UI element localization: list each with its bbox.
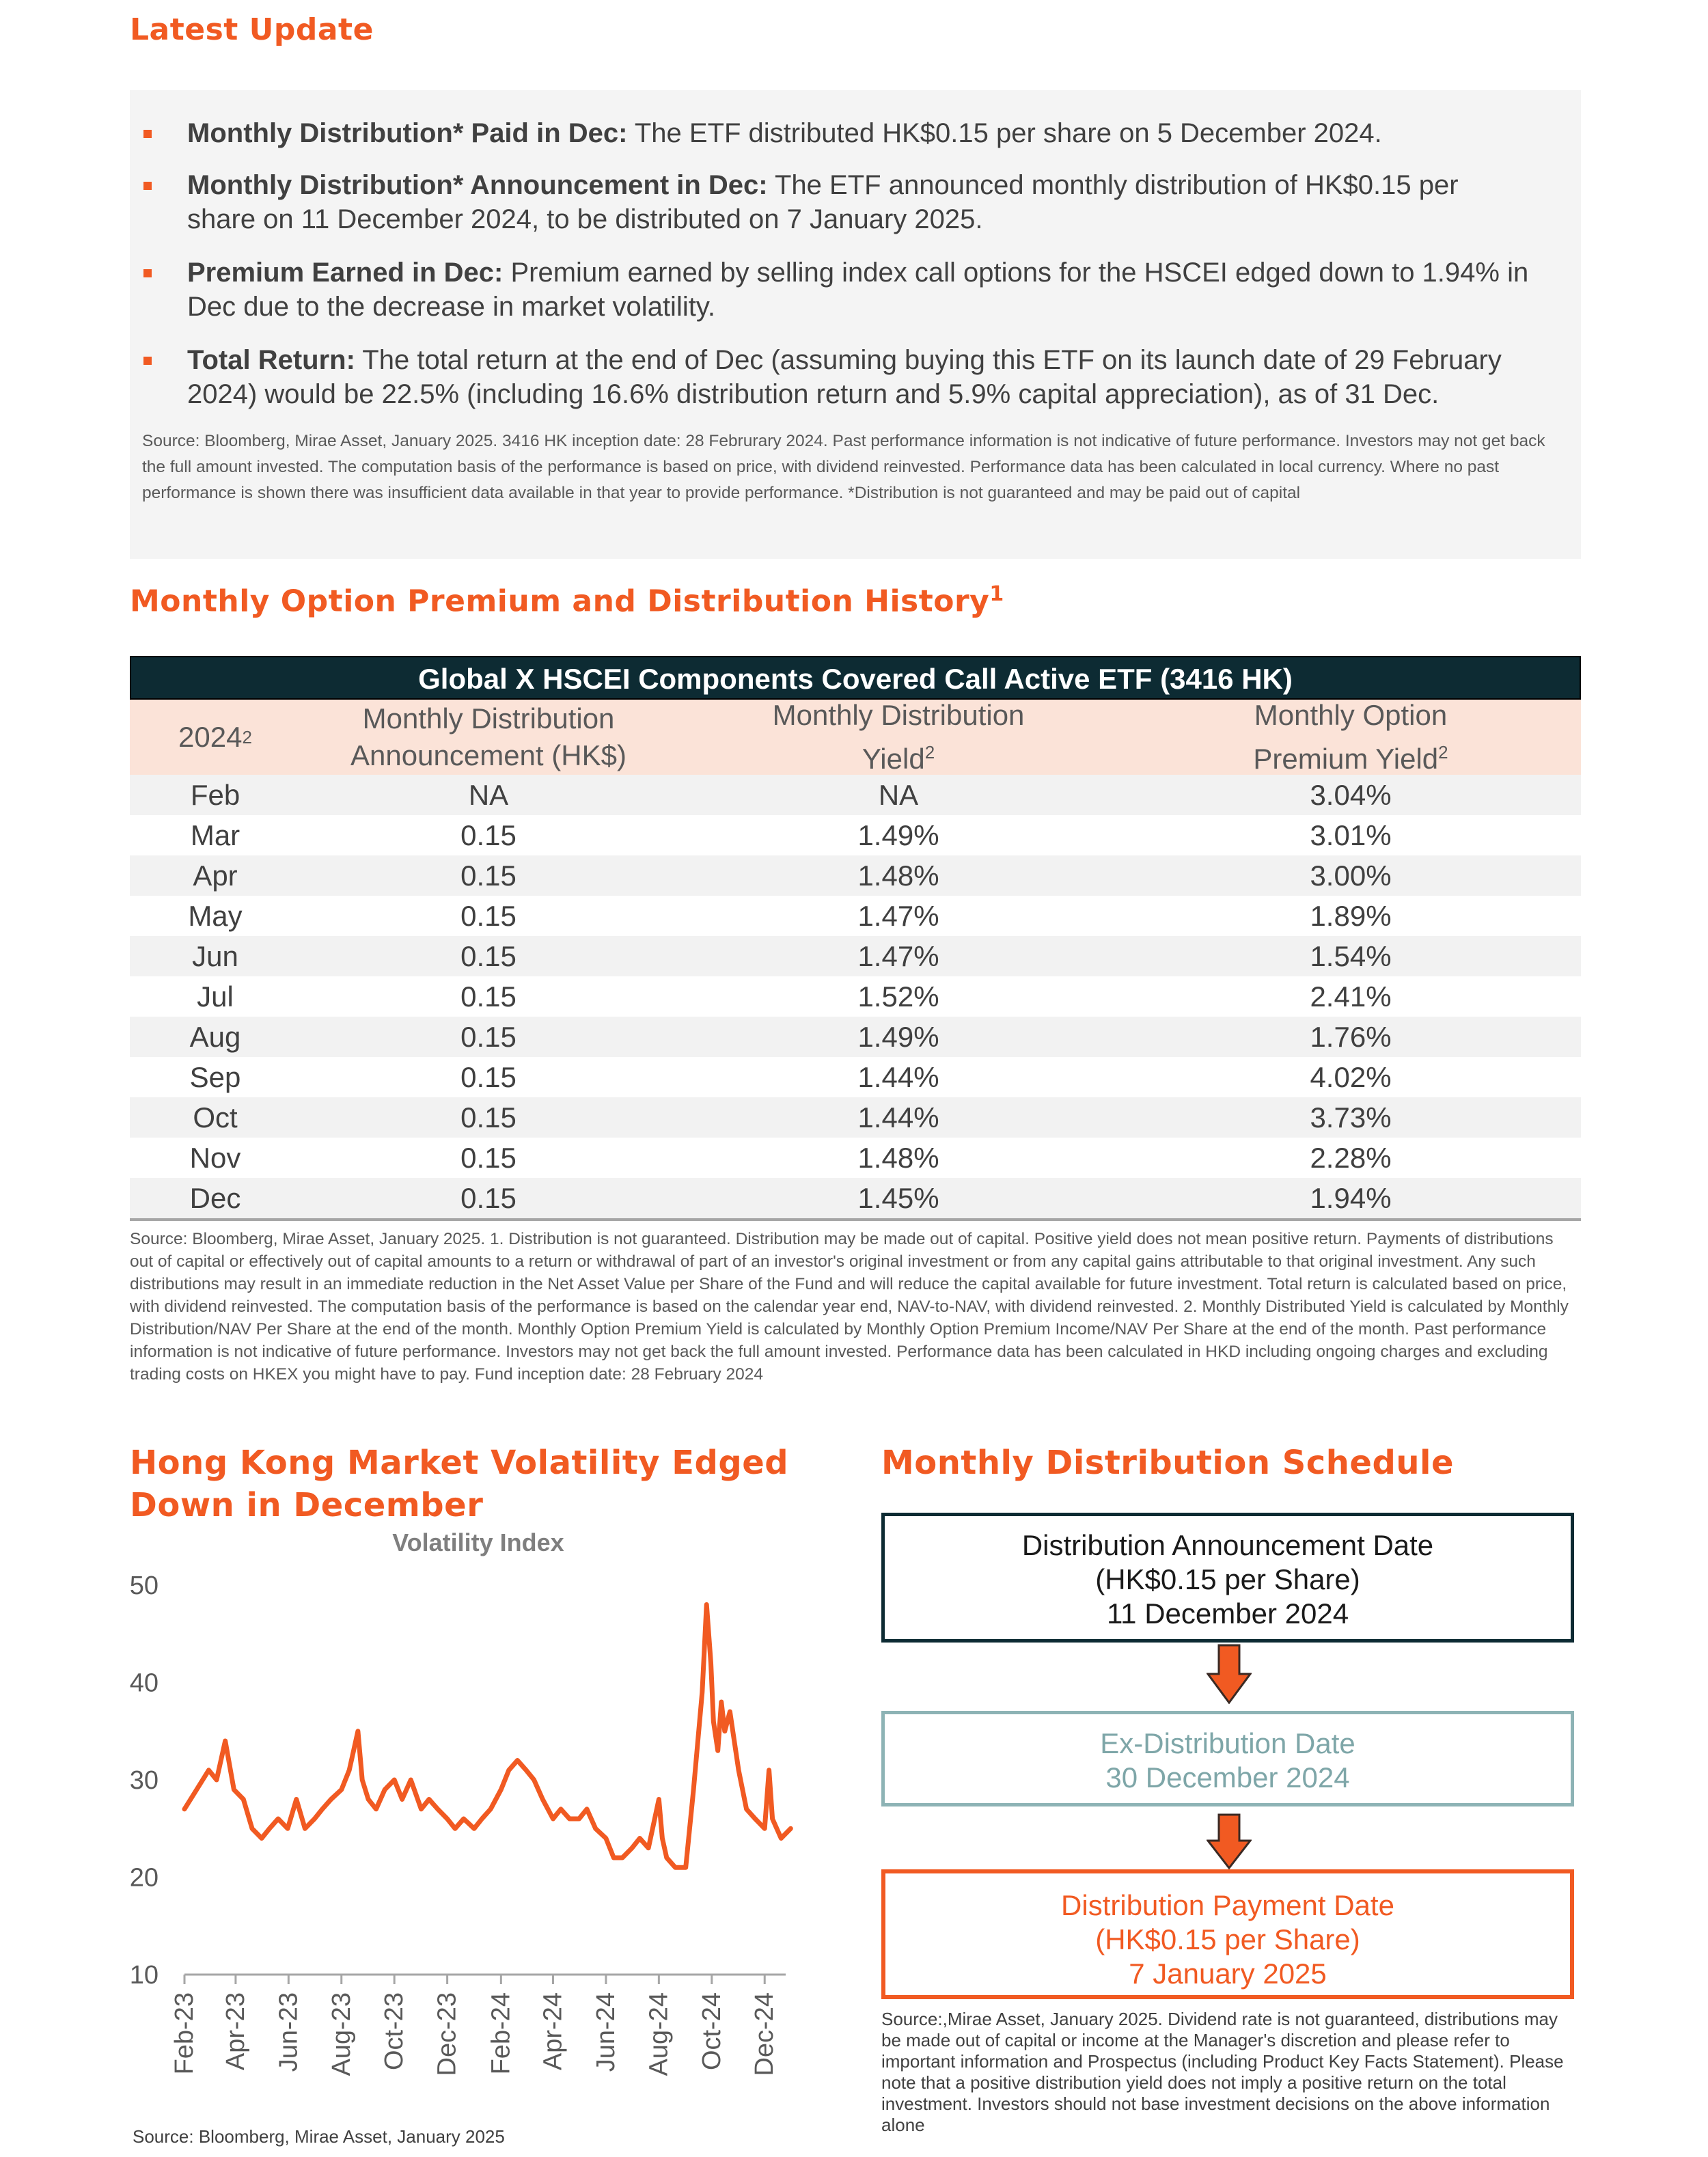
header-option-premium-yield: Monthly Option Premium Yield$^2$ (1253, 699, 1448, 775)
x-tick-label: Oct-24 (697, 1992, 726, 2071)
x-tick-label: Feb-24 (486, 1992, 516, 2075)
chart-title: Volatility Index (392, 1530, 564, 1556)
pay-line-3: 7 January 2025 (1129, 1957, 1327, 1990)
latest-update-title: Latest Update (130, 12, 374, 47)
down-arrow-icon (1207, 1644, 1252, 1704)
table-cell: 4.02% (1310, 1061, 1392, 1093)
table-title: Global X HSCEI Components Covered Call Active ETF (3416 HK) (130, 656, 1581, 700)
header-distribution-announcement: Monthly Distribution Announcement (HK$) (350, 702, 626, 771)
ex-distribution-date-box (881, 1711, 1574, 1806)
table-cell: 0.15 (460, 1182, 516, 1214)
bullet-total-return (143, 343, 1558, 411)
volatility-series-line (184, 1605, 790, 1868)
bullet-text: Premium earned by selling index call options for the HSCEI edged down to 1.94% in Dec due to the decrease in market volatility. (187, 258, 1529, 322)
table-cell: 3.73% (1310, 1101, 1392, 1134)
table-cell: 1.44% (857, 1101, 939, 1134)
y-tick-label: 40 (129, 1668, 159, 1698)
bullet-lead: Premium Earned in Dec: (187, 258, 504, 288)
x-tick-label: Dec-23 (432, 1992, 462, 2076)
table-cell: Sep (189, 1061, 241, 1093)
table-cell: May (188, 900, 243, 932)
pay-line-1: Distribution Payment Date (1061, 1889, 1394, 1921)
x-tick-label: Apr-23 (221, 1992, 250, 2071)
table-cell: 0.15 (460, 819, 516, 851)
bullet-lead: Monthly Distribution* Paid in Dec: (187, 118, 628, 148)
y-tick-label: 50 (129, 1571, 159, 1600)
table-cell: NA (878, 779, 919, 811)
table-cell: 1.48% (857, 1142, 939, 1174)
table-cell: 0.15 (460, 1021, 516, 1053)
schedule-source-note: Source:,Mirae Asset, January 2025. Dividend rate is not guaranteed, distributions may be made out of capital or income at the Manager's discretion and please refer to important information and Prospectus (including Product Key Facts Statement). Please note that a positive distribution yield does not imply a positive return on the total investment. Investors should not base investment decisions on the above information alone (881, 2009, 1564, 2135)
y-tick-label: 30 (129, 1766, 159, 1795)
table-cell: 1.45% (857, 1182, 939, 1214)
y-tick-label: 10 (129, 1961, 159, 1990)
table-cell: 1.89% (1310, 900, 1392, 932)
announce-line-3: 11 December 2024 (1106, 1597, 1349, 1630)
table-cell: Dec (189, 1182, 241, 1214)
table-cell: 3.04% (1310, 779, 1392, 811)
table-row (130, 775, 1581, 815)
ex-line-1: Ex-Distribution Date (1100, 1727, 1355, 1759)
bullet-square-icon (143, 357, 152, 365)
table-row (130, 896, 1581, 936)
table-row (130, 1097, 1581, 1138)
table-header-row (130, 700, 1581, 775)
table-cell: 1.44% (857, 1061, 939, 1093)
table-cell: NA (468, 779, 509, 811)
table-cell: 1.47% (857, 940, 939, 972)
premium-history-title (130, 582, 1004, 619)
table-row (130, 1057, 1581, 1097)
x-tick-label: Aug-24 (644, 1992, 674, 2076)
x-tick-label: Dec-24 (750, 1992, 780, 2076)
bullet-distribution-paid (143, 116, 1558, 150)
table-cell: 0.15 (460, 980, 516, 1013)
bullet-text: The ETF announced monthly distribution of HK$0.15 per share on 11 December 2024, to be distributed on 7 January 2025. (187, 170, 1459, 234)
bullet-lead: Total Return: (187, 345, 355, 375)
header-year: 2024 2 (178, 721, 252, 753)
volatility-chart (102, 1530, 813, 2118)
table-cell: 1.49% (857, 819, 939, 851)
table-cell: Jun (192, 940, 238, 972)
bullet-square-icon (143, 269, 152, 277)
table-row (130, 976, 1581, 1017)
table-cell: 0.15 (460, 1142, 516, 1174)
x-tick-label: Jun-24 (591, 1992, 620, 2072)
latest-update-panel (130, 90, 1581, 559)
distribution-history-table (130, 656, 1581, 1221)
table-row (130, 1017, 1581, 1057)
x-tick-label: Jun-23 (274, 1992, 303, 2072)
x-tick-label: Feb-23 (170, 1992, 199, 2075)
bullet-text: The ETF distributed HK$0.15 per share on 5 December 2024. (627, 118, 1382, 148)
bullet-text: The total return at the end of Dec (assuming buying this ETF on its launch date of 29 February 2024) would be 22.5% (including 16.6% distribution return and 5.9% capital appreciation), as of 31 Dec. (187, 345, 1502, 409)
ex-line-2: 30 December 2024 (1105, 1761, 1350, 1794)
x-tick-label: Aug-23 (327, 1992, 356, 2076)
volatility-title: Hong Kong Market Volatility Edged Down in December (130, 1444, 789, 1524)
table-row (130, 1138, 1581, 1178)
table-cell: 0.15 (460, 860, 516, 892)
bullet-square-icon (143, 130, 152, 138)
announce-line-1: Distribution Announcement Date (1021, 1529, 1434, 1561)
table-cell: 1.76% (1310, 1021, 1392, 1053)
table-source-note: Source: Bloomberg, Mirae Asset, January 2025. 1. Distribution is not guaranteed. Distribution may be made out of capital. Positive yield does not mean positive return. Payments of distributions out of capital or effectively out of capital amounts to a return or withdrawal of part of an investor's original investment or from any capital gains attributable to that original investment. Any such distributions may result in an immediate reduction in the Net Asset Value per Share of the Fund and will reduce the capital available for future investment. Total return is calculated based on price, with dividend reinvested. The computation basis of the performance is based on the calendar year end, NAV-to-NAV, with dividend reinvested. 2. Monthly Distributed Yield is calculated by Monthly Distribution/NAV Per Share at the end of the month. Monthly Option Premium Yield is calculated by Monthly Option Premium Income/NAV Per Share at the end of the month. Past performance information is not indicative of future performance. Investors may not get back the full amount invested. Performance data has been calculated in HKD including ongoing charges and excluding trading costs on HKEX you might have to pay. Fund inception date: 28 February 2024 (130, 1230, 1569, 1384)
table-body (130, 775, 1581, 1218)
bullet-distribution-announcement (143, 168, 1524, 236)
x-tick-label: Apr-24 (538, 1992, 568, 2071)
table-cell: 0.15 (460, 1061, 516, 1093)
table-cell: Apr (193, 860, 238, 892)
bullet-square-icon (143, 182, 152, 190)
table-cell: 0.15 (460, 900, 516, 932)
table-row (130, 815, 1581, 855)
bullet-premium-earned (143, 256, 1558, 324)
table-row (130, 1178, 1581, 1218)
table-cell: 3.00% (1310, 860, 1392, 892)
table-cell: 2.28% (1310, 1142, 1392, 1174)
announcement-date-box (881, 1513, 1574, 1643)
latest-update-source: Source: Bloomberg, Mirae Asset, January 2025. 3416 HK inception date: 28 Februrary 2024. Past performance information is not indicative of future performance. Investors may not get back the full amount invested. The computation basis of the performance is based on price, with dividend reinvested. Performance data has been calculated in local currency. Where no past performance is shown there was insufficient data available in that year to provide performance. *Distribution is not guaranteed and may be paid out of capital (142, 432, 1545, 502)
table-row (130, 936, 1581, 976)
table-row (130, 855, 1581, 896)
table-cell: Jul (197, 980, 234, 1013)
table-cell: 0.15 (460, 1101, 516, 1134)
table-cell: 0.15 (460, 940, 516, 972)
table-cell: Aug (189, 1021, 241, 1053)
pay-line-2: (HK$0.15 per Share) (1095, 1923, 1360, 1955)
header-distribution-yield: Monthly Distribution Yield$^2$ (772, 699, 1025, 775)
table-cell: 1.94% (1310, 1182, 1392, 1214)
payment-date-box (881, 1869, 1574, 1999)
table-cell: Mar (190, 819, 240, 851)
chart-source-note: Source: Bloomberg, Mirae Asset, January 2025 (133, 2126, 505, 2147)
table-cell: 1.47% (857, 900, 939, 932)
table-cell: Nov (189, 1142, 241, 1174)
table-cell: Feb (190, 779, 240, 811)
y-tick-label: 20 (129, 1863, 159, 1893)
premium-title-text: Monthly Option Premium and Distribution History (130, 583, 990, 619)
down-arrow-icon (1207, 1813, 1252, 1869)
announce-line-2: (HK$0.15 per Share) (1095, 1563, 1360, 1595)
table-cell: 1.54% (1310, 940, 1392, 972)
table-cell: 1.49% (857, 1021, 939, 1053)
premium-title-footnote: 1 (989, 582, 1004, 606)
table-cell: 3.01% (1310, 819, 1392, 851)
table-bottom-rule (130, 1218, 1581, 1221)
table-cell: 1.48% (857, 860, 939, 892)
table-cell: 1.52% (857, 980, 939, 1013)
table-cell: Oct (193, 1101, 238, 1134)
bullet-lead: Monthly Distribution* Announcement in Dec: (187, 170, 768, 200)
x-tick-label: Oct-23 (380, 1992, 409, 2071)
schedule-title: Monthly Distribution Schedule (881, 1444, 1454, 1482)
table-cell: 2.41% (1310, 980, 1392, 1013)
